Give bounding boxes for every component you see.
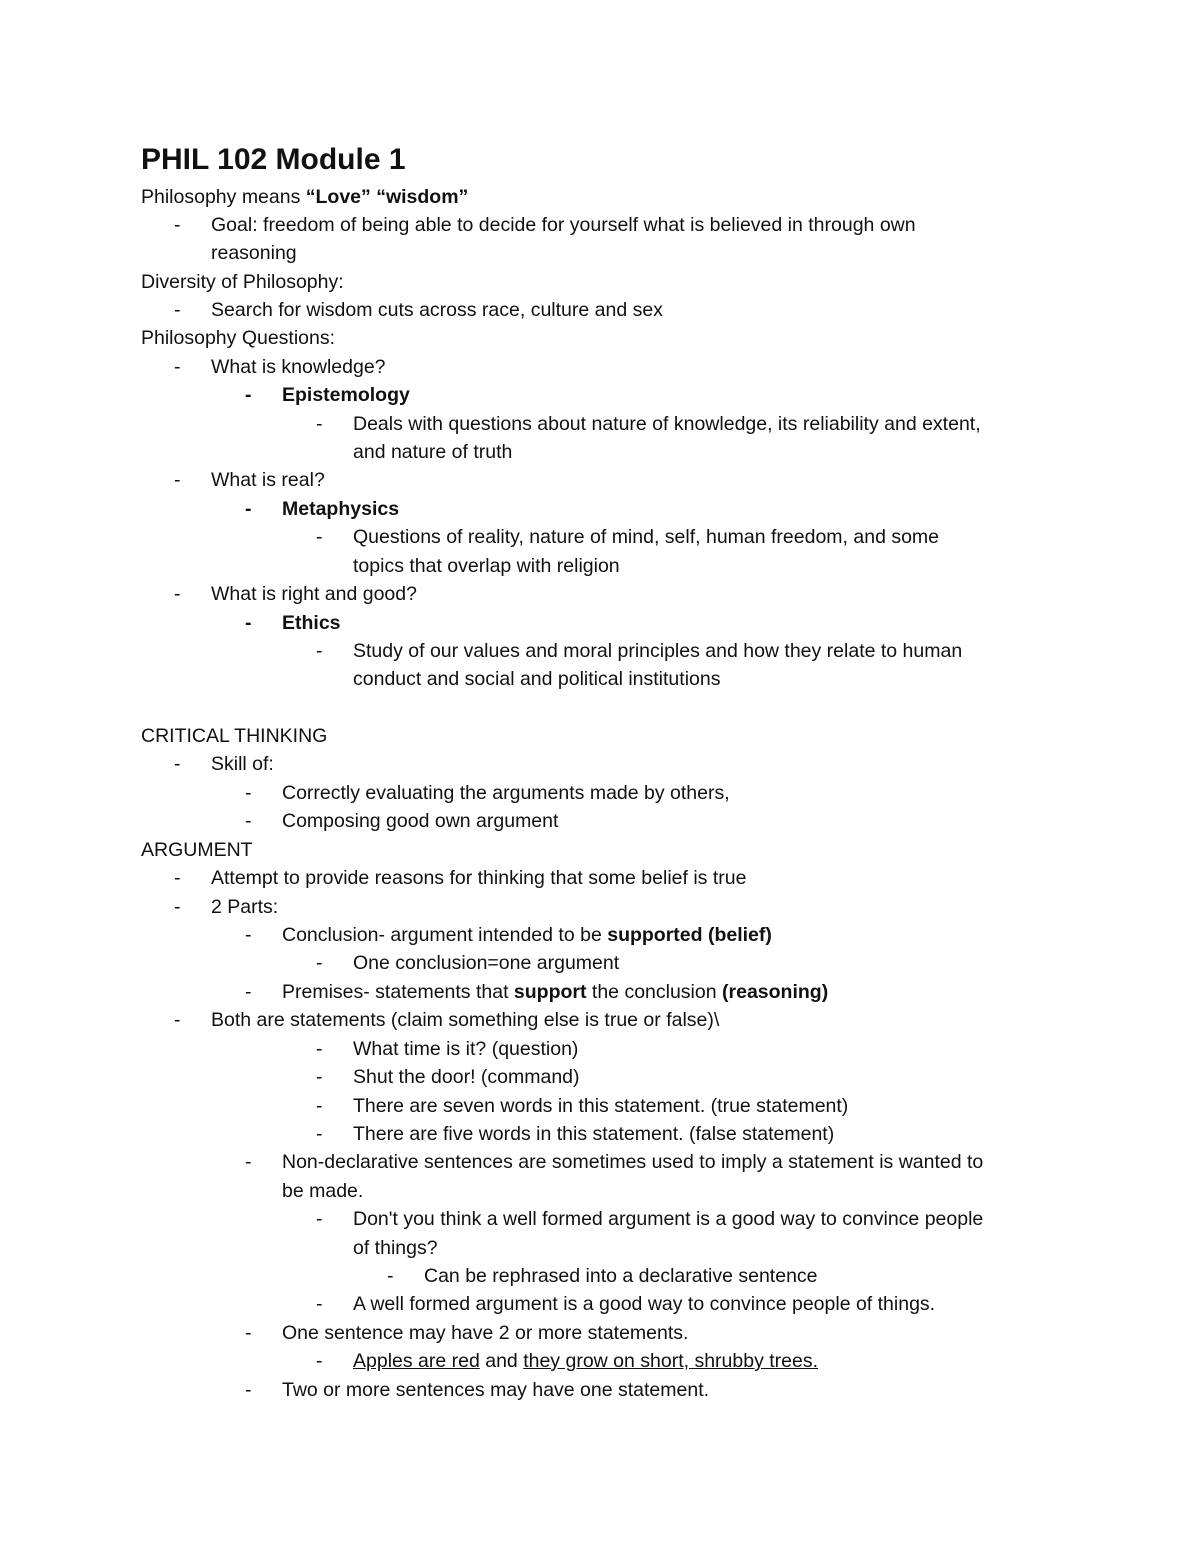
- bullet-dash: -: [316, 1350, 323, 1372]
- dont-you-think-1: Don't you think a well formed argument is a good way to convince people: [353, 1208, 984, 1230]
- bullet-dash: -: [245, 1151, 252, 1173]
- intro-text: Philosophy means: [141, 186, 306, 208]
- page-title: PHIL 102 Module 1: [141, 143, 406, 176]
- metaphysics-def-1: Questions of reality, nature of mind, self, human freedom, and some: [353, 526, 940, 548]
- question-real: What is real?: [211, 469, 325, 491]
- questions-heading: Philosophy Questions:: [141, 327, 336, 349]
- bullet-dash: -: [245, 1379, 252, 1401]
- diversity-heading: Diversity of Philosophy:: [141, 271, 344, 293]
- bullet-dash: -: [316, 640, 323, 662]
- conclusion-supported: supported (belief): [607, 924, 772, 946]
- example-true-statement: There are seven words in this statement. (true statement): [353, 1095, 849, 1117]
- bullet-dash: -: [174, 753, 181, 775]
- diversity-item: Search for wisdom cuts across race, culture and sex: [211, 299, 663, 321]
- epistemology-def-1: Deals with questions about nature of knowledge, its reliability and extent,: [353, 413, 981, 435]
- premises-reasoning: (reasoning): [722, 981, 829, 1003]
- argument-premises: [282, 978, 828, 1006]
- bullet-dash: -: [174, 1009, 181, 1031]
- critical-skill: Skill of:: [211, 753, 274, 775]
- argument-parts: 2 Parts:: [211, 896, 279, 918]
- goal-line-2: reasoning: [211, 242, 297, 264]
- bullet-dash: -: [316, 1293, 323, 1315]
- term-metaphysics: Metaphysics: [282, 498, 400, 520]
- bullet-dash: -: [316, 1038, 323, 1060]
- bullet-dash: -: [316, 1066, 323, 1088]
- bullet-dash: -: [174, 356, 181, 378]
- intro-line: [141, 183, 468, 211]
- bullet-dash: -: [245, 384, 252, 406]
- non-declarative-1: Non-declarative sentences are sometimes used to imply a statement is wanted to: [282, 1151, 984, 1173]
- epistemology-def-2: and nature of truth: [353, 441, 513, 463]
- critical-thinking-heading: CRITICAL THINKING: [141, 725, 328, 747]
- bullet-dash: -: [245, 612, 252, 634]
- ethics-def-2: conduct and social and political institutions: [353, 668, 721, 690]
- bullet-dash: -: [316, 952, 323, 974]
- example-command: Shut the door! (command): [353, 1066, 580, 1088]
- bullet-dash: -: [316, 1123, 323, 1145]
- question-knowledge: What is knowledge?: [211, 356, 386, 378]
- argument-conclusion: [282, 921, 772, 949]
- well-formed-statement: A well formed argument is a good way to convince people of things.: [353, 1293, 936, 1315]
- premises-text-2: the conclusion: [586, 981, 723, 1003]
- bullet-dash: -: [316, 526, 323, 548]
- two-sentences-one-statement: Two or more sentences may have one statement.: [282, 1379, 710, 1401]
- bullet-dash: -: [174, 299, 181, 321]
- bullet-dash: -: [245, 810, 252, 832]
- intro-love: “Love”: [305, 186, 371, 208]
- conclusion-text: Conclusion- argument intended to be: [282, 924, 608, 946]
- bullet-dash: -: [174, 469, 181, 491]
- ethics-def-1: Study of our values and moral principles and how they relate to human: [353, 640, 963, 662]
- bullet-dash: -: [387, 1265, 394, 1287]
- apples-example: [353, 1347, 818, 1375]
- bullet-dash: -: [245, 498, 252, 520]
- bullet-dash: -: [245, 782, 252, 804]
- question-right-good: What is right and good?: [211, 583, 417, 605]
- argument-attempt: Attempt to provide reasons for thinking that some belief is true: [211, 867, 747, 889]
- bullet-dash: -: [174, 867, 181, 889]
- bullet-dash: -: [316, 1208, 323, 1230]
- term-epistemology: Epistemology: [282, 384, 410, 406]
- bullet-dash: -: [316, 413, 323, 435]
- non-declarative-2: be made.: [282, 1180, 364, 1202]
- argument-heading: ARGUMENT: [141, 839, 253, 861]
- rephrase-note: Can be rephrased into a declarative sentence: [424, 1265, 818, 1287]
- bullet-dash: -: [174, 896, 181, 918]
- example-false-statement: There are five words in this statement. (false statement): [353, 1123, 835, 1145]
- bullet-dash: -: [316, 1095, 323, 1117]
- one-conclusion: One conclusion=one argument: [353, 952, 620, 974]
- example-question: What time is it? (question): [353, 1038, 579, 1060]
- critical-item-2: Composing good own argument: [282, 810, 559, 832]
- premises-text: Premises- statements that: [282, 981, 514, 1003]
- bullet-dash: -: [174, 214, 181, 236]
- bullet-dash: -: [245, 1322, 252, 1344]
- term-ethics: Ethics: [282, 612, 341, 634]
- both-statements: Both are statements (claim something else is true or false)\: [211, 1009, 720, 1031]
- apples-and: and: [479, 1350, 524, 1372]
- bullet-dash: -: [245, 981, 252, 1003]
- intro-wisdom: “wisdom”: [376, 186, 469, 208]
- goal-line-1: Goal: freedom of being able to decide for yourself what is believed in through own: [211, 214, 916, 236]
- apples-statement-1: Apples are red: [353, 1350, 480, 1372]
- bullet-dash: -: [174, 583, 181, 605]
- premises-support: support: [513, 981, 587, 1003]
- one-sentence-statements: One sentence may have 2 or more statements.: [282, 1322, 689, 1344]
- bullet-dash: -: [245, 924, 252, 946]
- metaphysics-def-2: topics that overlap with religion: [353, 555, 620, 577]
- dont-you-think-2: of things?: [353, 1237, 438, 1259]
- critical-item-1: Correctly evaluating the arguments made by others,: [282, 782, 730, 804]
- apples-statement-2: they grow on short, shrubby trees.: [523, 1350, 819, 1372]
